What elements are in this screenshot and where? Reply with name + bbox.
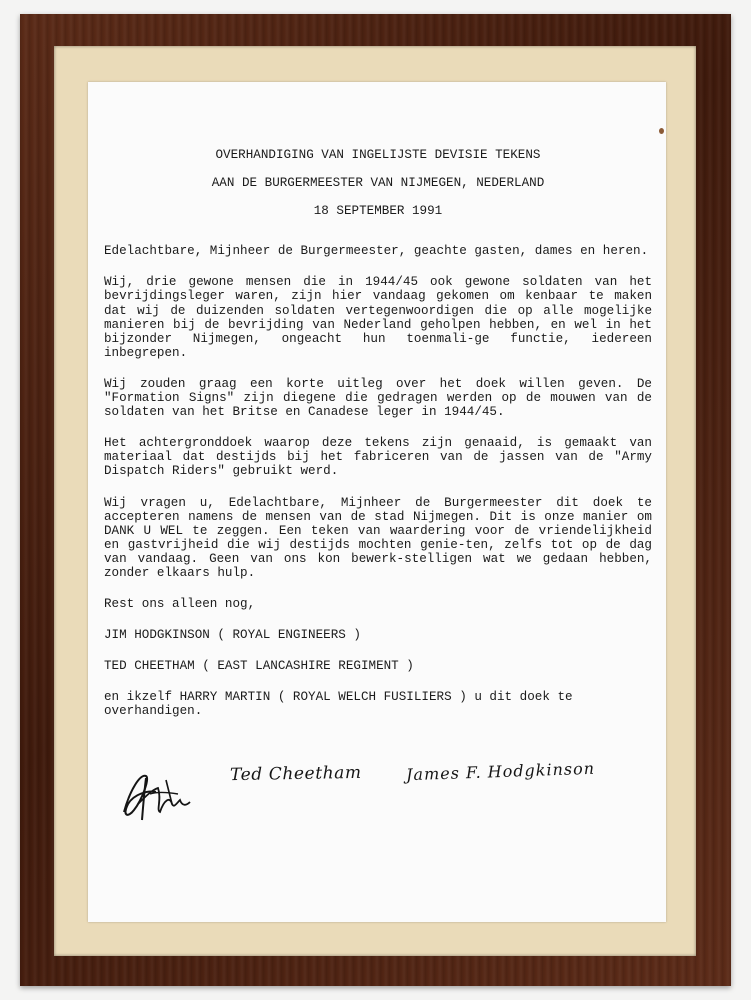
- signature-hodgkinson: James F. Hodgkinson: [405, 758, 596, 785]
- signature-cheetham: Ted Cheetham: [229, 762, 362, 786]
- title-line-1: OVERHANDIGING VAN INGELIJSTE DEVISIE TEKENS: [215, 148, 541, 162]
- paragraph-1: Wij, drie gewone mensen die in 1944/45 ook gewone soldaten van het bevrijdingsleger waren, zijn hier vandaag gekomen om kenbaar te maken dat wij de duizenden soldaten vertegenwoordigen die op alle mogelijke manieren bij de bevrijding van Nederland geholpen hebben, en wel in het bijzonder Nijmegen, ongeacht hun toenmali-ge functie, iedereen inbegrepen.: [104, 275, 652, 360]
- paragraph-4: Wij vragen u, Edelachtbare, Mijnheer de Burgermeester dit doek te accepteren namens de mensen van de stad Nijmegen. Dit is onze manier om DANK U WEL te zeggen. Een teken van waardering voor de vriendelijkheid en gastvrijheid die wij destijds mochten genie-ten, zelfs tot op de dag van vandaag. Geen van ons kon bewerk-stelligen wat we gedaan hebben, zonder elkaars hulp.: [104, 495, 652, 580]
- letter-body: [104, 148, 652, 719]
- signature-area: [108, 760, 648, 844]
- signature-martin: [116, 760, 206, 830]
- paragraph-2: Wij zouden graag een korte uitleg over het doek willen geven. De "Formation Signs" zijn diegene die gedragen werden op de mouwen van de soldaten van het Britse en Canadese leger in 1944/45.: [104, 376, 652, 420]
- paragraph-3: Het achtergronddoek waarop deze tekens zijn genaaid, is gemaakt van materiaal dat destijds bij het fabriceren van de jassen van de "Army Dispatch Riders" gebruikt werd.: [104, 436, 652, 479]
- closing-intro: Rest ons alleen nog,: [104, 597, 256, 612]
- letter-date: 18 SEPTEMBER 1991: [313, 204, 443, 219]
- picture-frame: [20, 14, 731, 986]
- paper-stain: [659, 128, 664, 134]
- frame-mat: [54, 46, 696, 956]
- name-line-1: JIM HODGKINSON ( ROYAL ENGINEERS ): [104, 628, 361, 643]
- salutation: Edelachtbare, Mijnheer de Burgermeester, geachte gasten, dames en heren.: [104, 244, 649, 259]
- closing-line: en ikzelf HARRY MARTIN ( ROYAL WELCH FUSILIERS ) u dit doek te overhandigen.: [104, 690, 573, 719]
- title-line-2: AAN DE BURGERMEESTER VAN NIJMEGEN, NEDERLAND: [211, 176, 545, 191]
- letter-sheet: [88, 82, 666, 922]
- name-line-2: TED CHEETHAM ( EAST LANCASHIRE REGIMENT ): [104, 659, 414, 674]
